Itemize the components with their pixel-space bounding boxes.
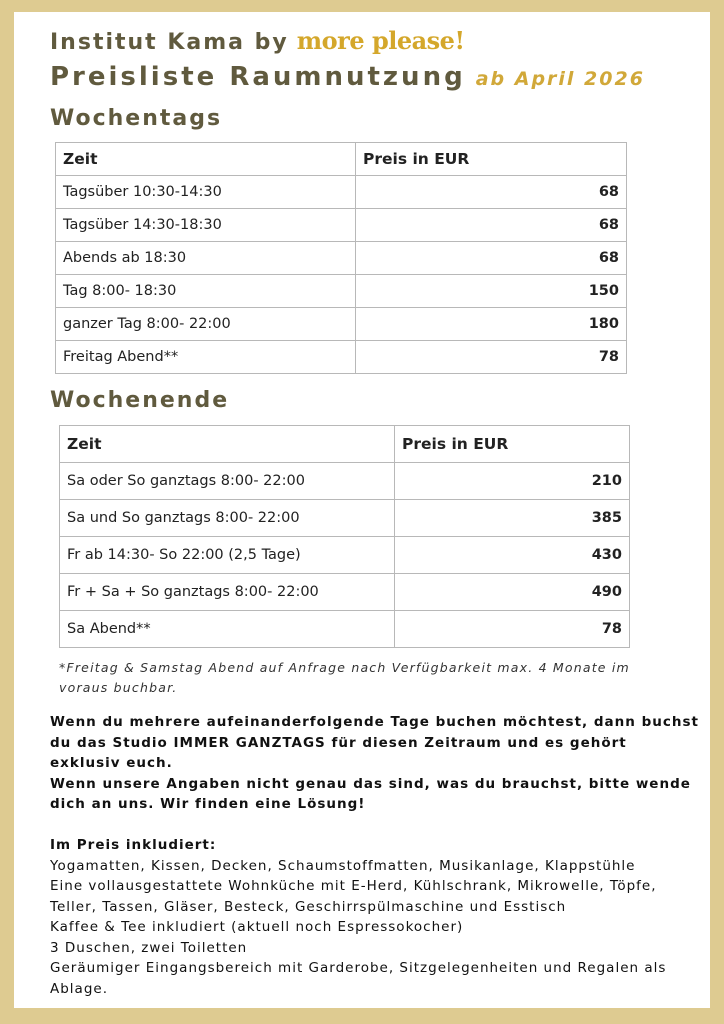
time-cell: Tag 8:00- 18:30 xyxy=(56,275,356,308)
time-cell: Tagsüber 10:30-14:30 xyxy=(56,176,356,209)
price-cell: 68 xyxy=(356,209,627,242)
price-cell: 78 xyxy=(395,611,630,648)
price-cell: 68 xyxy=(356,242,627,275)
weekend-price-table xyxy=(59,425,630,648)
table-row xyxy=(56,176,627,209)
price-cell: 385 xyxy=(395,500,630,537)
included-item: 3 Duschen, zwei Toiletten xyxy=(50,939,248,956)
weekdays-heading: Wochentags xyxy=(50,106,223,131)
validity-date: ab April 2026 xyxy=(475,68,645,90)
time-cell: Sa oder So ganztags 8:00- 22:00 xyxy=(60,463,395,500)
table-row xyxy=(60,500,630,537)
price-list-page xyxy=(14,12,710,1008)
time-cell: Fr + Sa + So ganztags 8:00- 22:00 xyxy=(60,574,395,611)
table-row xyxy=(60,574,630,611)
brand-logo-text: more please! xyxy=(296,26,465,55)
column-header-price: Preis in EUR xyxy=(356,143,627,176)
time-cell: Abends ab 18:30 xyxy=(56,242,356,275)
table-row xyxy=(60,611,630,648)
price-cell: 68 xyxy=(356,176,627,209)
footnote: *Freitag & Samstag Abend auf Anfrage nach Verfügbarkeit max. 4 Monate im voraus buchbar. xyxy=(59,660,630,695)
table-row xyxy=(60,463,630,500)
price-cell: 490 xyxy=(395,574,630,611)
included-item: Yogamatten, Kissen, Decken, Schaumstoffmatten, Musikanlage, Klappstühle xyxy=(50,857,636,874)
booking-info-paragraph: Wenn du mehrere aufeinanderfolgende Tage buchen möchtest, dann buchst du das Studio IMMER GANZTAGS für diesen Zeitraum und es gehört exklusiv euch. xyxy=(50,714,699,771)
price-cell: 210 xyxy=(395,463,630,500)
column-header-time: Zeit xyxy=(56,143,356,176)
table-row xyxy=(56,275,627,308)
included-item: Geräumiger Eingangsbereich mit Garderobe, Sitzgelegenheiten und Regalen als Ablage. xyxy=(50,960,667,997)
price-cell: 430 xyxy=(395,537,630,574)
table-header-row xyxy=(60,426,630,463)
time-cell: ganzer Tag 8:00- 22:00 xyxy=(56,308,356,341)
time-cell: Sa und So ganztags 8:00- 22:00 xyxy=(60,500,395,537)
table-row xyxy=(56,242,627,275)
spacer xyxy=(50,815,700,836)
contact-info-paragraph: Wenn unsere Angaben nicht genau das sind, was du brauchst, bitte wende dich an uns. Wir finden eine Lösung! xyxy=(50,775,691,812)
column-header-price: Preis in EUR xyxy=(395,426,630,463)
table-row xyxy=(60,537,630,574)
time-cell: Fr ab 14:30- So 22:00 (2,5 Tage) xyxy=(60,537,395,574)
price-cell: 78 xyxy=(356,341,627,374)
included-heading: Im Preis inkludiert: xyxy=(50,837,217,853)
price-cell: 180 xyxy=(356,308,627,341)
institute-line xyxy=(50,26,464,55)
included-item: Kaffee & Tee inkludiert (aktuell noch Espressokocher) xyxy=(50,919,464,935)
page-title xyxy=(50,62,645,92)
table-row xyxy=(56,341,627,374)
title-text: Preisliste Raumnutzung xyxy=(50,62,466,92)
table-header-row xyxy=(56,143,627,176)
time-cell: Sa Abend** xyxy=(60,611,395,648)
weekdays-price-table xyxy=(55,142,627,374)
info-section xyxy=(50,712,700,999)
institute-name: Institut Kama by xyxy=(50,30,289,55)
time-cell: Tagsüber 14:30-18:30 xyxy=(56,209,356,242)
table-row xyxy=(56,308,627,341)
table-row xyxy=(56,209,627,242)
included-item: Eine vollausgestattete Wohnküche mit E-Herd, Kühlschrank, Mikrowelle, Töpfe, Teller, Tassen, Gläser, Besteck, Geschirrspülmaschine und Esstisch xyxy=(50,878,657,915)
weekend-heading: Wochenende xyxy=(50,388,230,413)
price-cell: 150 xyxy=(356,275,627,308)
time-cell: Freitag Abend** xyxy=(56,341,356,374)
column-header-time: Zeit xyxy=(60,426,395,463)
